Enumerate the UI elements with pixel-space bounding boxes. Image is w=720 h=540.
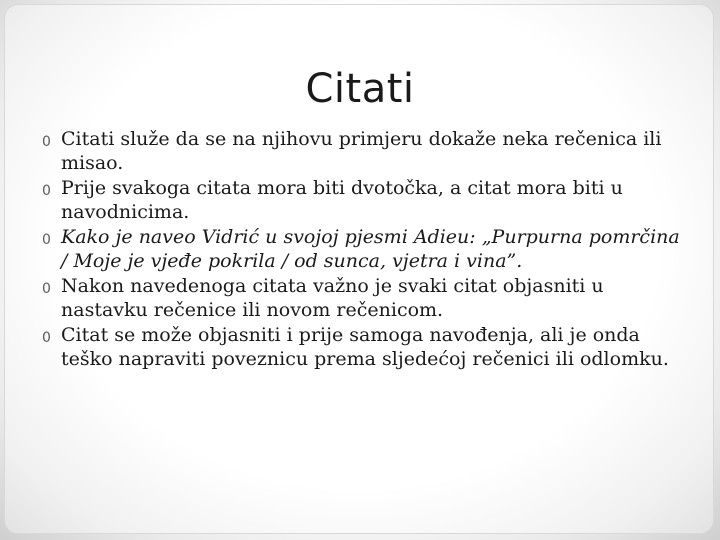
- bullet-item: [42, 226, 682, 273]
- bullet-item: [42, 177, 682, 224]
- bullet-marker: 0: [42, 281, 51, 297]
- bullet-item: [42, 275, 682, 322]
- bullet-marker: 0: [42, 183, 51, 199]
- bullet-marker: 0: [42, 134, 51, 150]
- bullet-text: Nakon navedenoga citata važno je svaki citat objasniti u nastavku rečenice ili novom rečenicom.: [61, 275, 604, 321]
- bullet-text: Prije svakoga citata mora biti dvotočka, a citat mora biti u navodnicima.: [61, 177, 623, 223]
- slide-title-text: Citati: [305, 66, 415, 112]
- bullet-text: Citati služe da se na njihovu primjeru dokaže neka rečenica ili misao.: [61, 128, 662, 174]
- bullet-text-quote: Kako je naveo Vidrić u svojoj pjesmi Adieu: „Purpurna pomrčina / Moje je vjeđe pokrila / od sunca, vjetra i vina”.: [61, 226, 680, 272]
- bullet-item: [42, 324, 682, 371]
- bullet-text: Citat se može objasniti i prije samoga navođenja, ali je onda teško napraviti poveznicu prema sljedećoj rečenici ili odlomku.: [61, 324, 669, 370]
- bullet-marker: 0: [42, 232, 51, 248]
- slide-title: [0, 66, 720, 112]
- bullet-item: [42, 128, 682, 175]
- bullet-list: [42, 128, 682, 373]
- bullet-marker: 0: [42, 330, 51, 346]
